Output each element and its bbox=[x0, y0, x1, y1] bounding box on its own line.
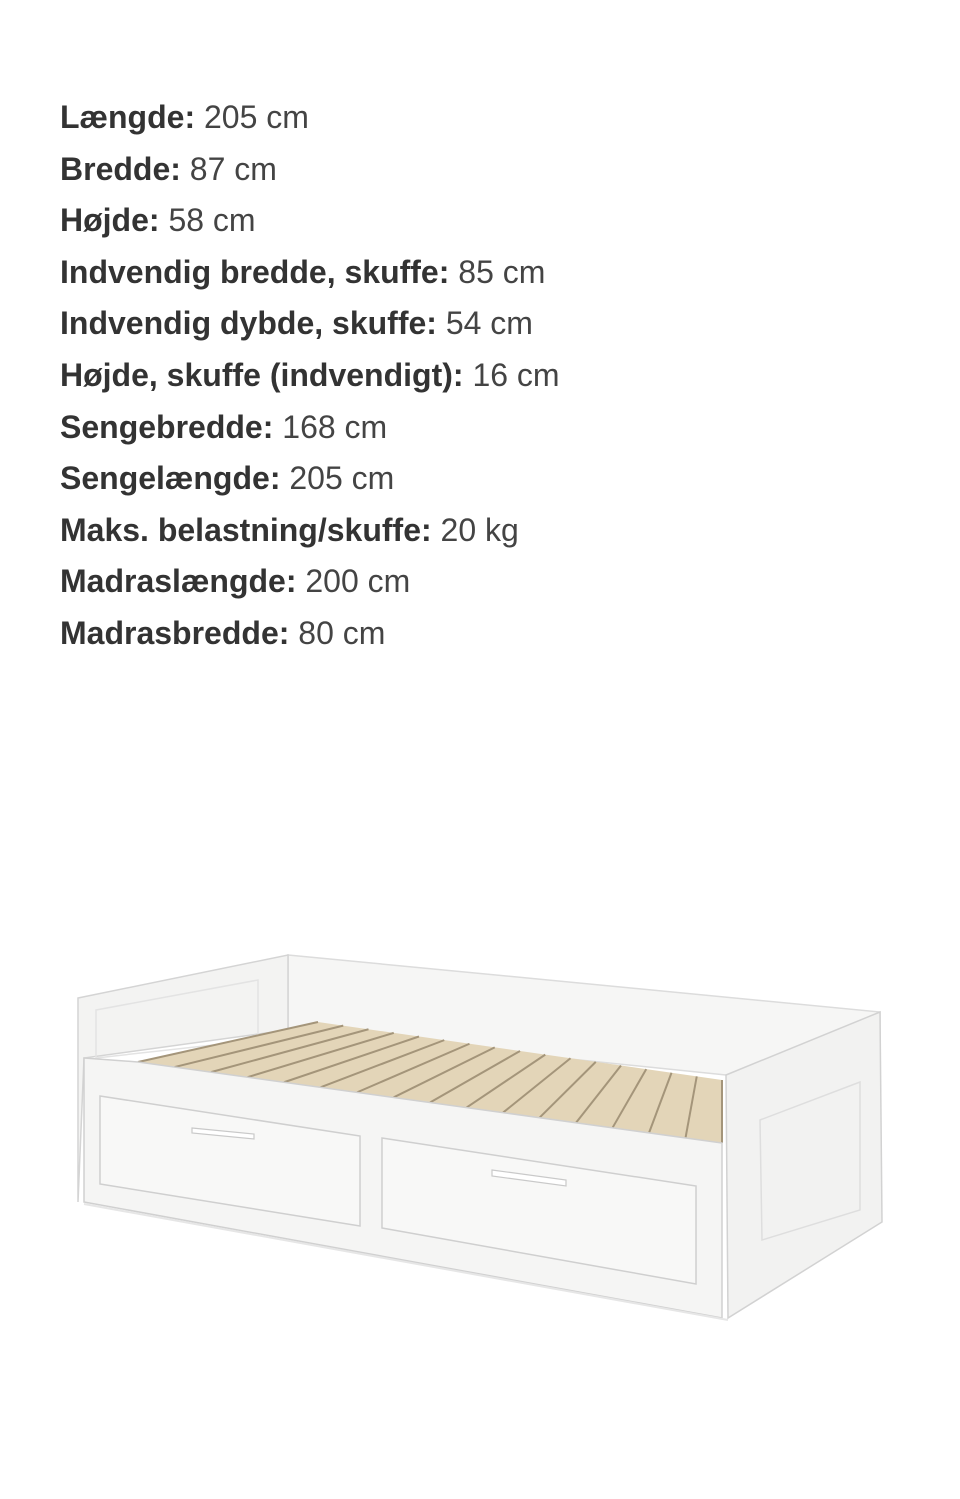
spec-value: 200 cm bbox=[305, 563, 411, 600]
spec-label: Bredde: bbox=[60, 150, 181, 187]
spec-height bbox=[60, 195, 560, 247]
spec-value: 16 cm bbox=[472, 356, 560, 393]
spec-value: 54 cm bbox=[445, 305, 533, 342]
spec-value: 205 cm bbox=[289, 460, 395, 497]
spec-label: Indvendig dybde, skuffe: bbox=[60, 305, 437, 342]
spec-width bbox=[60, 144, 560, 196]
spec-value: 87 cm bbox=[189, 150, 277, 187]
spec-label: Madraslængde: bbox=[60, 563, 297, 600]
spec-value: 20 kg bbox=[440, 511, 519, 548]
specifications-list bbox=[60, 92, 560, 660]
spec-mattress-width bbox=[60, 608, 560, 660]
daybed-product-image bbox=[0, 900, 960, 1380]
spec-label: Indvendig bredde, skuffe: bbox=[60, 253, 450, 290]
spec-bed-width bbox=[60, 402, 560, 454]
spec-value: 80 cm bbox=[298, 614, 386, 651]
spec-drawer-inner-height bbox=[60, 350, 560, 402]
spec-label: Madrasbredde: bbox=[60, 614, 290, 651]
spec-label: Højde, skuffe (indvendigt): bbox=[60, 356, 464, 393]
spec-bed-length bbox=[60, 453, 560, 505]
spec-max-load-drawer bbox=[60, 505, 560, 557]
spec-label: Højde: bbox=[60, 202, 160, 239]
spec-value: 85 cm bbox=[458, 253, 546, 290]
spec-mattress-length bbox=[60, 556, 560, 608]
spec-length bbox=[60, 92, 560, 144]
spec-label: Maks. belastning/skuffe: bbox=[60, 511, 432, 548]
spec-label: Sengebredde: bbox=[60, 408, 274, 445]
spec-value: 205 cm bbox=[203, 99, 309, 135]
spec-drawer-inner-depth bbox=[60, 298, 560, 350]
spec-label: Længde: bbox=[60, 99, 196, 135]
spec-value: 58 cm bbox=[168, 202, 256, 239]
spec-value: 168 cm bbox=[282, 408, 388, 445]
spec-drawer-inner-width bbox=[60, 247, 560, 299]
spec-label: Sengelængde: bbox=[60, 460, 281, 497]
